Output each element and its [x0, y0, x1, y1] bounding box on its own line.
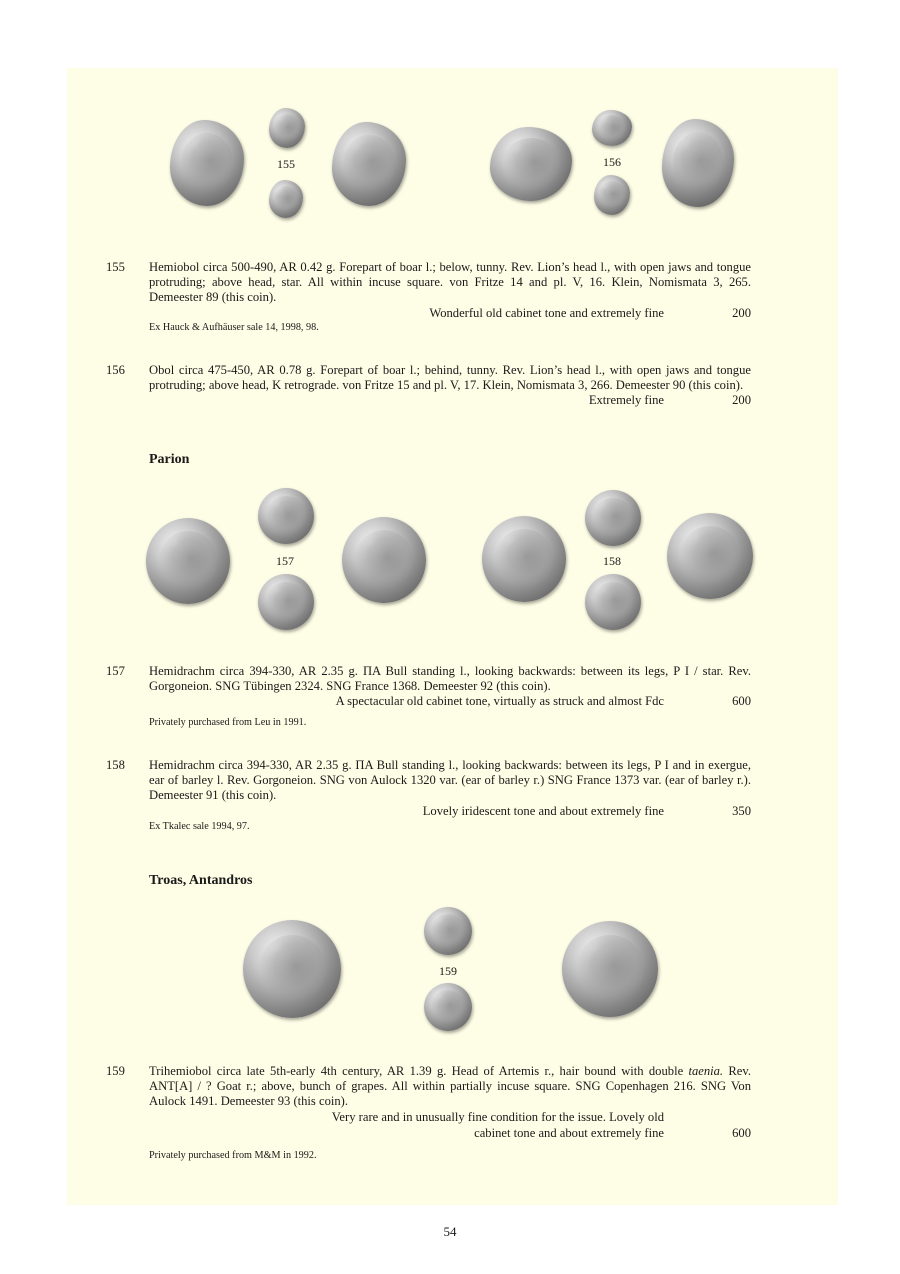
page-number: 54: [443, 1224, 457, 1239]
lot-number: 159: [106, 1064, 125, 1078]
coin-158-reverse: [585, 574, 641, 630]
coin-158-reverse-large: [667, 513, 753, 599]
lot-provenance: Ex Hauck & Aufhäuser sale 14, 1998, 98.: [149, 322, 319, 333]
lot-grade-line: Very rare and in unusually fine condition for the issue. Lovely old: [331, 1110, 664, 1124]
lot-description-part: Rev. ANT[A] / ? Goat r.; above, bunch of grapes. All within partially incuse square. SNG Copenhagen 216. SNG Von Aulock 1491. Demeester 93 (this coin).: [149, 1064, 751, 1108]
lot-description-part: Trihemiobol circa late 5th-early 4th century, AR 1.39 g. Head of Artemis r., hair bound with double: [149, 1064, 689, 1078]
lot-description: Hemiobol circa 500-490, AR 0.42 g. Forepart of boar l.; below, tunny. Rev. Lion’s head l., with open jaws and tongue protruding; above head, star. All within incuse square. von Fritze 14 and pl. V, 16. Klein, Nomismata 3, 265. Demeester 89 (this coin).: [149, 260, 751, 304]
lot-description: Obol circa 475-450, AR 0.78 g. Forepart of boar l.; behind, tunny. Rev. Lion’s head l., with open jaws and tongue protruding; above head, K retrograde. von Fritze 15 and pl. V, 17. Klein, Nomismata 3, 266. Demeester 90 (this coin).: [149, 363, 751, 392]
coin-157-obverse: [258, 488, 314, 544]
lot-description: Hemidrachm circa 394-330, AR 2.35 g. ΠA Bull standing l., looking backwards: between its legs, P I and in exergue, ear of barley l. Rev. Gorgoneion. SNG von Aulock 1320 var. (ear of barley r.) SNG France 1373 var. (ear of barley r.). Demeester 91 (this coin).: [149, 758, 751, 802]
lot-grade: Wonderful old cabinet tone and extremely fine: [429, 306, 664, 320]
lot-number: 157: [106, 664, 125, 678]
lot-price: 600: [732, 694, 751, 708]
coin-158-obverse-large: [482, 516, 566, 602]
section-heading: Parion: [149, 452, 190, 467]
coin-157-obverse-large: [146, 518, 230, 604]
plate-number-159: 159: [439, 964, 457, 978]
coin-159-obverse-large: [243, 920, 341, 1018]
coin-157-reverse-large: [342, 517, 426, 603]
lot-grade-line: cabinet tone and about extremely fine: [474, 1126, 664, 1140]
lot-number: 156: [106, 363, 125, 377]
lot-grade: A spectacular old cabinet tone, virtually as struck and almost Fdc: [335, 694, 664, 708]
lot-number: 158: [106, 758, 125, 772]
catalogue-panel: [67, 68, 838, 1205]
plate-number-158: 158: [603, 554, 621, 568]
lot-price: 200: [732, 393, 751, 407]
lot-provenance: Privately purchased from M&M in 1992.: [149, 1150, 317, 1161]
coin-159-reverse: [424, 983, 472, 1031]
lot-description: [149, 1064, 751, 1109]
plate-number-155: 155: [277, 157, 295, 171]
lot-provenance: Privately purchased from Leu in 1991.: [149, 717, 307, 728]
lot-provenance: Ex Tkalec sale 1994, 97.: [149, 821, 250, 832]
section-heading: Troas, Antandros: [149, 873, 253, 888]
coin-157-reverse: [258, 574, 314, 630]
lot-description: Hemidrachm circa 394-330, AR 2.35 g. ΠA Bull standing l., looking backwards: between its legs, P I / star. Rev. Gorgoneion. SNG Tübingen 2324. SNG France 1368. Demeester 92 (this coin).: [149, 664, 751, 693]
coin-159-obverse: [424, 907, 472, 955]
lot-price: 200: [732, 306, 751, 320]
plate-number-157: 157: [276, 554, 294, 568]
plate-number-156: 156: [603, 155, 621, 169]
lot-price: 350: [732, 804, 751, 818]
lot-number: 155: [106, 260, 125, 274]
lot-grade: Lovely iridescent tone and about extremely fine: [422, 804, 664, 818]
lot-description-italic: taenia.: [688, 1064, 724, 1078]
lot-grade: Extremely fine: [588, 393, 664, 407]
lot-price: 600: [732, 1126, 751, 1140]
coin-159-reverse-large: [562, 921, 658, 1017]
coin-158-obverse: [585, 490, 641, 546]
